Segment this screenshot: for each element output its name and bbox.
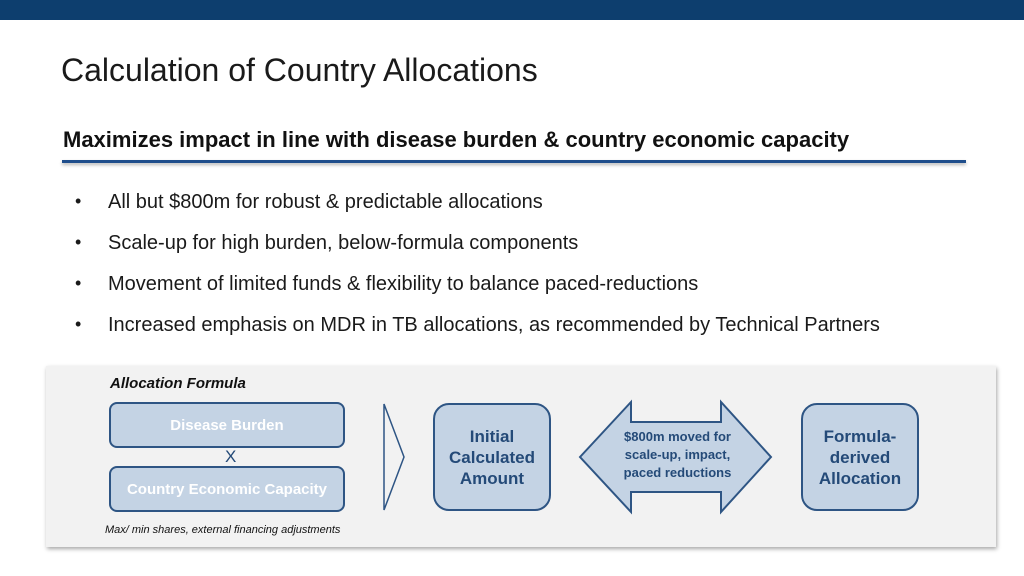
disease-burden-label: Disease Burden — [170, 416, 284, 434]
bullet-marker: • — [75, 314, 82, 334]
slide-subtitle: Maximizes impact in line with disease burden & country economic capacity — [63, 127, 850, 152]
bullet-text: Movement of limited funds & flexibility to balance paced-reductions — [108, 273, 699, 295]
bullet-text: Increased emphasis on MDR in TB allocations, as recommended by Technical Partners — [108, 314, 880, 336]
bullet-marker: • — [75, 232, 82, 252]
multiply-sign: X — [225, 447, 237, 466]
initial-amount-box — [433, 403, 551, 511]
moved-funds-label: $800m moved for scale-up, impact, paced reductions — [623, 429, 732, 480]
bullet-marker: • — [75, 191, 82, 211]
chevron-right-icon — [384, 404, 404, 510]
footnote: Max/ min shares, external financing adjustments — [105, 524, 341, 536]
final-allocation-label: Formula-derived Allocation — [818, 426, 902, 488]
final-allocation-box — [801, 403, 919, 511]
bullet-marker: • — [75, 273, 82, 293]
economic-capacity-label: Country Economic Capacity — [126, 480, 328, 498]
allocation-formula-label: Allocation Formula — [110, 375, 246, 392]
slide-title: Calculation of Country Allocations — [61, 52, 538, 88]
initial-amount-label: Initial Calculated Amount — [449, 426, 535, 488]
bullet-text: All but $800m for robust & predictable allocations — [108, 191, 543, 213]
bullet-text: Scale-up for high burden, below-formula components — [108, 232, 579, 254]
